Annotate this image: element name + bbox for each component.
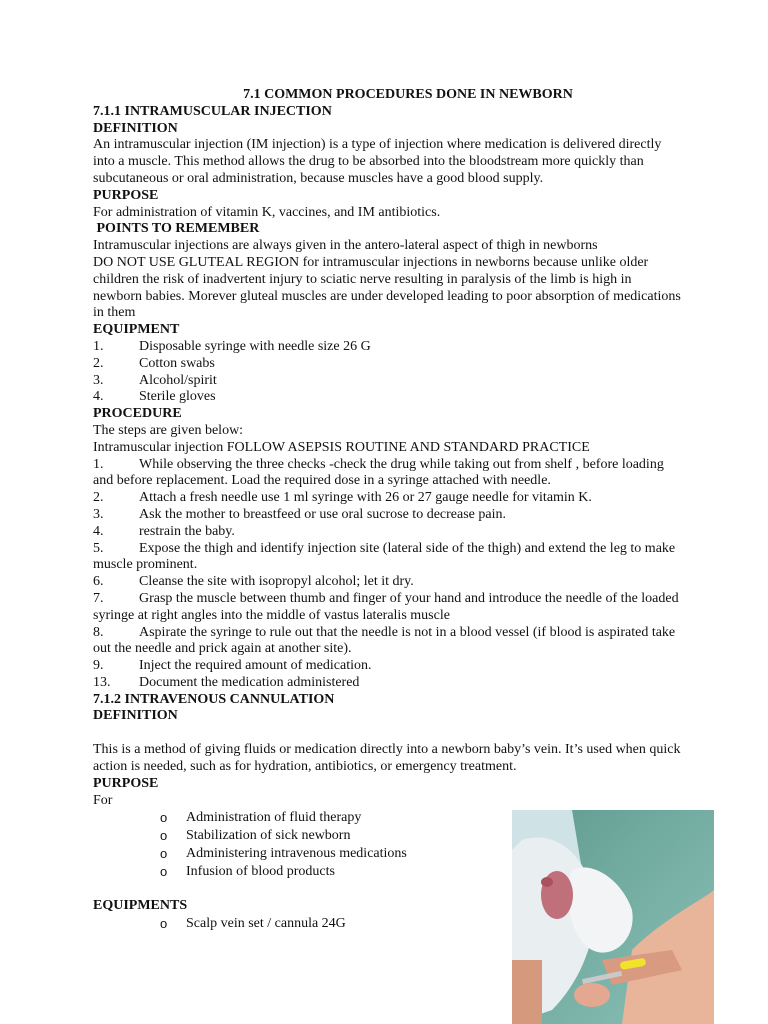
points-heading: POINTS TO REMEMBER (93, 221, 260, 237)
procedure-step (93, 591, 683, 625)
step-text: Document the medication administered (139, 674, 360, 690)
step-number: 8. (93, 624, 104, 640)
procedure-step (93, 490, 683, 507)
procedure-step (93, 658, 683, 675)
step-number: 2. (93, 490, 104, 506)
item-text: Stabilization of sick newborn (186, 828, 351, 844)
item-number: 2. (93, 355, 104, 371)
step-text: Inject the required amount of medication. (139, 658, 372, 674)
item-text: Disposable syringe with needle size 26 G (139, 338, 371, 354)
procedure-step (93, 524, 683, 541)
list-item (93, 373, 683, 390)
step-text: Expose the thigh and identify injection site (lateral side of the thigh) and extend the leg to make muscle prominent. (93, 540, 676, 573)
cannulation-photo (512, 810, 714, 1024)
points-line-2: DO NOT USE GLUTEAL REGION for intramuscular injections in newborns because unlike older children the risk of inadvertent injury to sciatic nerve resulting in paralysis of the limb is high in newborn babies. Morever gluteal muscles are under developed leading to poor absorption of medications in them (93, 254, 681, 321)
bullet-icon: o (160, 810, 168, 826)
page-title: 7.1 COMMON PROCEDURES DONE IN NEWBORN (243, 87, 573, 102)
item-text: Sterile gloves (139, 389, 216, 405)
procedure-intro-asepsis: Intramuscular injection FOLLOW ASEPSIS ROUTINE AND STANDARD PRACTICE (93, 439, 590, 455)
item-number: 3. (93, 372, 104, 388)
equipments-heading: EQUIPMENTS (93, 898, 188, 914)
step-number: 13. (93, 674, 111, 690)
points-line-1: Intramuscular injections are always given in the antero-lateral aspect of thigh in newborns (93, 238, 598, 254)
step-text: Grasp the muscle between thumb and finger of your hand and introduce the needle of the loaded syringe at right angles into the middle of vastus lateralis muscle (93, 590, 679, 623)
definition-text: An intramuscular injection (IM injection) is a type of injection where medication is delivered directly into a muscle. This method allows the drug to be absorbed into the bloodstream more quickly than subcutaneous or oral administration, because muscles have a good blood supply. (93, 137, 662, 186)
purpose-text: For administration of vitamin K, vaccines, and IM antibiotics. (93, 204, 441, 220)
procedure-step (93, 507, 683, 524)
procedure-heading: PROCEDURE (93, 406, 182, 422)
bullet-icon: o (160, 864, 168, 880)
bullet-icon: o (160, 916, 168, 932)
step-text: Aspirate the syringe to rule out that the needle is not in a blood vessel (if blood is aspirated take out the needle and prick again at another site). (93, 624, 676, 657)
step-text: restrain the baby. (139, 523, 235, 539)
step-text: Cleanse the site with isopropyl alcohol; let it dry. (139, 574, 414, 590)
step-number: 3. (93, 506, 104, 522)
bullet-icon: o (160, 828, 168, 844)
step-number: 9. (93, 658, 104, 674)
procedure-step (93, 625, 683, 659)
step-number: 7. (93, 590, 104, 606)
procedure-intro: The steps are given below: (93, 422, 244, 438)
item-text: Infusion of blood products (186, 864, 335, 880)
procedure-steps (93, 457, 683, 692)
equipment-list (93, 339, 683, 406)
item-number: 1. (93, 338, 104, 354)
list-item (93, 389, 683, 406)
cannulation-photo-illustration (512, 810, 714, 1024)
list-item (93, 339, 683, 356)
section-heading-iv: 7.1.2 INTRAVENOUS CANNULATION (93, 691, 335, 707)
step-text: While observing the three checks -check the drug while taking out from shelf , before loading and before replacement. Load the required dose in a syringe attached with needle. (93, 456, 664, 489)
procedure-step (93, 675, 683, 692)
list-item (93, 356, 683, 373)
step-number: 6. (93, 574, 104, 590)
item-number: 4. (93, 389, 104, 405)
purpose-heading-iv: PURPOSE (93, 775, 159, 791)
item-text: Administering intravenous medications (186, 846, 407, 862)
purpose-heading: PURPOSE (93, 187, 159, 203)
item-text: Administration of fluid therapy (186, 810, 362, 826)
definition-heading: DEFINITION (93, 120, 178, 136)
step-number: 4. (93, 523, 104, 539)
bullet-icon: o (160, 846, 168, 862)
section-heading-im: 7.1.1 INTRAMUSCULAR INJECTION (93, 103, 332, 119)
step-number: 1. (93, 456, 104, 472)
step-text: Ask the mother to breastfeed or use oral sucrose to decrease pain. (139, 506, 506, 522)
equipment-heading: EQUIPMENT (93, 322, 180, 338)
procedure-step (93, 457, 683, 491)
item-text: Alcohol/spirit (139, 372, 217, 388)
procedure-step (93, 541, 683, 575)
document-page (93, 87, 683, 933)
item-text: Scalp vein set / cannula 24G (186, 916, 346, 932)
procedure-step (93, 574, 683, 591)
item-text: Cotton swabs (139, 355, 215, 371)
step-number: 5. (93, 540, 104, 556)
definition-heading-iv: DEFINITION (93, 708, 178, 724)
spacer (93, 725, 683, 742)
definition-text-iv: This is a method of giving fluids or medication directly into a newborn baby’s vein. It’s used when quick action is needed, such as for hydration, antibiotics, or emergency treatment. (93, 742, 681, 775)
step-text: Attach a fresh needle use 1 ml syringe with 26 or 27 gauge needle for vitamin K. (139, 490, 592, 506)
purpose-for: For (93, 792, 113, 808)
